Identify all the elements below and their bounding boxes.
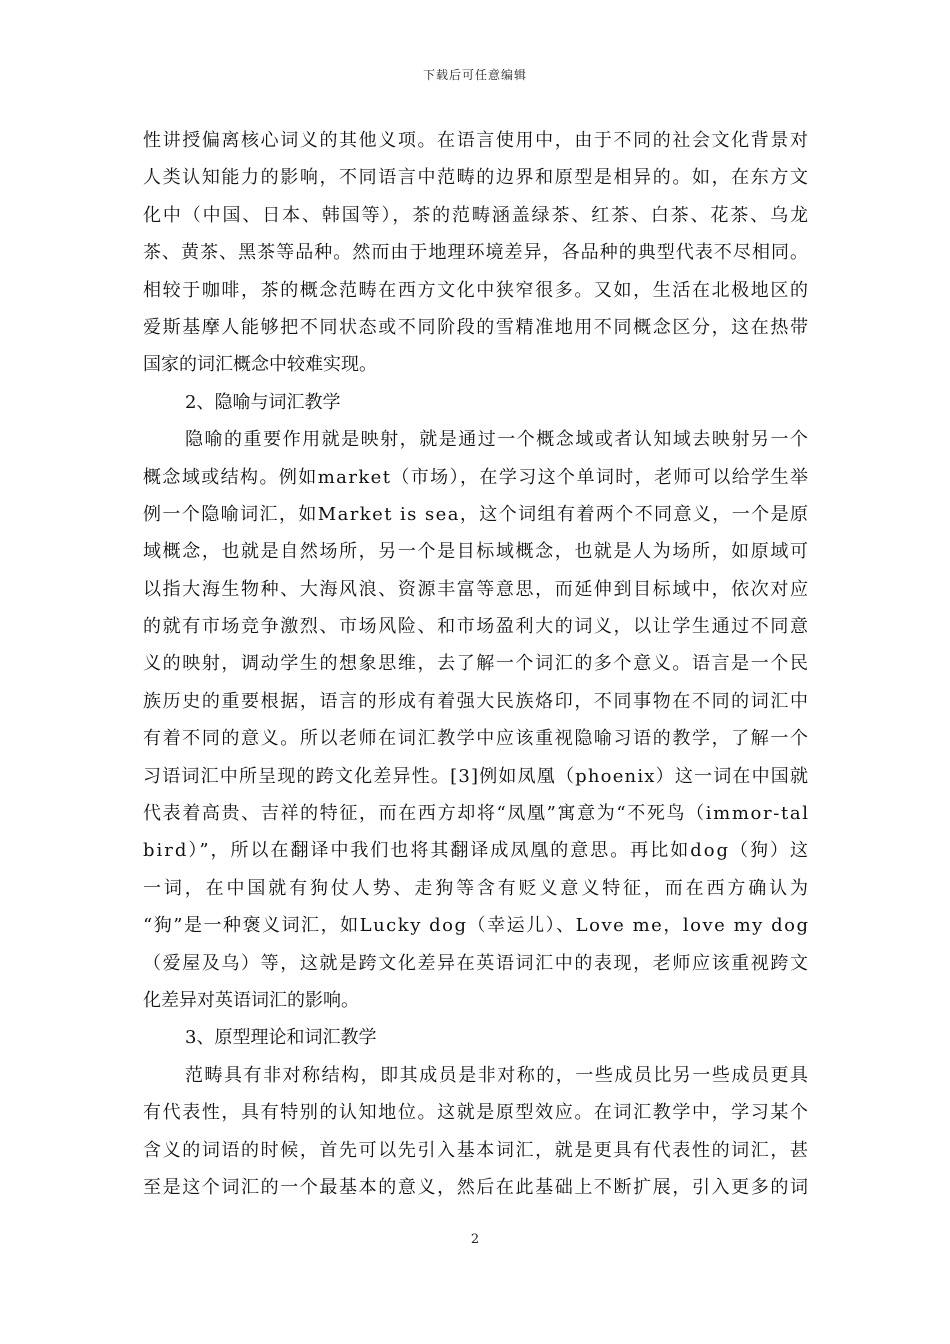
text-line [143,758,808,795]
text-line-content: 有着不同的意义。所以老师在词汇教学中应该重视隐喻习语的教学，了解一个 [143,728,810,750]
text-line [143,533,808,570]
text-line [143,234,808,271]
text-line [143,159,808,196]
text-line [143,945,808,982]
text-line-content: （爱屋及乌）等，这就是跨文化差异在英语词汇中的表现，老师应该重视跨文 [143,952,810,974]
text-line [143,645,808,682]
text-line-content: 3、原型理论和词汇教学 [185,1027,377,1049]
text-line-content: 含义的词语的时候，首先可以先引入基本词汇，就是更具有代表性的词汇，甚 [143,1139,810,1161]
text-line-content: 代表着高贵、吉祥的特征，而在西方却将“凤凰”寓意为“不死鸟（immor-tal [143,803,810,825]
text-line [143,122,808,159]
text-line-content: “狗”是一种褒义词汇，如Lucky dog（幸运儿）、Love me，love my dog [143,915,810,937]
text-line-content: 化差异对英语词汇的影响。 [143,989,359,1011]
text-line [143,683,808,720]
text-line [143,832,808,869]
text-line-content: 以指大海生物种、大海风浪、资源丰富等意思，而延伸到目标域中，依次对应 [143,578,810,600]
text-line [143,1132,808,1169]
page-number: 2 [470,1232,480,1247]
text-line [143,346,808,383]
text-line [143,1019,808,1056]
text-line-content: 2、隐喻与词汇教学 [185,391,341,413]
text-line-content: 例一个隐喻词汇，如Market is sea，这个词组有着两个不同意义，一个是原 [143,503,810,525]
text-line [143,795,808,832]
text-line [143,982,808,1019]
text-line-content: 国家的词汇概念中较难实现。 [143,354,377,376]
text-line [143,496,808,533]
text-line [143,272,808,309]
document-body [143,122,811,1206]
text-line [143,608,808,645]
text-line [143,870,811,907]
text-line [143,720,808,757]
text-line-content: 有代表性，具有特别的认知地位。这就是原型效应。在词汇教学中，学习某个 [143,1102,810,1124]
text-line [143,907,808,944]
text-line [143,571,808,608]
text-line-content: 化中（中国、日本、韩国等），茶的范畴涵盖绿茶、红茶、白茶、花茶、乌龙 [143,204,810,226]
text-line-content: 的就有市场竞争激烈、市场风险、和市场盈利大的词义，以让学生通过不同意 [143,616,810,638]
text-line [143,1057,808,1094]
text-line [143,421,808,458]
text-line-content: 域概念，也就是自然场所，另一个是目标域概念，也就是人为场所，如原域可 [143,541,810,563]
text-line [143,1169,808,1206]
text-line [143,384,808,421]
text-line-content: 一词，在中国就有狗仗人势、走狗等含有贬义意义特征，而在西方确认为 [143,877,811,899]
text-line-content: 概念域或结构。例如market（市场），在学习这个单词时，老师可以给学生举 [143,466,810,488]
text-line-content: 人类认知能力的影响，不同语言中范畴的边界和原型是相异的。如，在东方文 [143,167,810,189]
text-line [143,309,808,346]
text-line-content: 茶、黄茶、黑茶等品种。然而由于地理环境差异，各品种的典型代表不尽相同。 [143,242,810,264]
text-line-content: 相较于咖啡，茶的概念范畴在西方文化中狭窄很多。又如，生活在北极地区的 [143,279,810,301]
text-line [143,1094,808,1131]
text-line-content: bird）”，所以在翻译中我们也将其翻译成凤凰的意思。再比如dog（狗）这 [143,840,810,862]
page-header: 下载后可任意编辑 [422,68,527,82]
text-line-content: 义的映射，调动学生的想象思维，去了解一个词汇的多个意义。语言是一个民 [143,653,810,675]
text-line-content: 性讲授偏离核心词义的其他义项。在语言使用中，由于不同的社会文化背景对 [143,130,810,151]
text-line-content: 爱斯基摩人能够把不同状态或不同阶段的雪精准地用不同概念区分，这在热带 [143,316,810,338]
text-line-content: 至是这个词汇的一个最基本的意义，然后在此基础上不断扩展，引入更多的词 [143,1176,810,1198]
text-line-content: 隐喻的重要作用就是映射，就是通过一个概念域或者认知域去映射另一个 [185,429,810,451]
text-line-content: 习语词汇中所呈现的跨文化差异性。[3]例如凤凰（phoenix）这一词在中国就 [143,765,810,787]
text-line [143,459,808,496]
text-line [143,197,808,234]
text-line-content: 范畴具有非对称结构，即其成员是非对称的，一些成员比另一些成员更具 [185,1064,810,1086]
text-line-content: 族历史的重要根据，语言的形成有着强大民族烙印，不同事物在不同的词汇中 [143,690,810,712]
